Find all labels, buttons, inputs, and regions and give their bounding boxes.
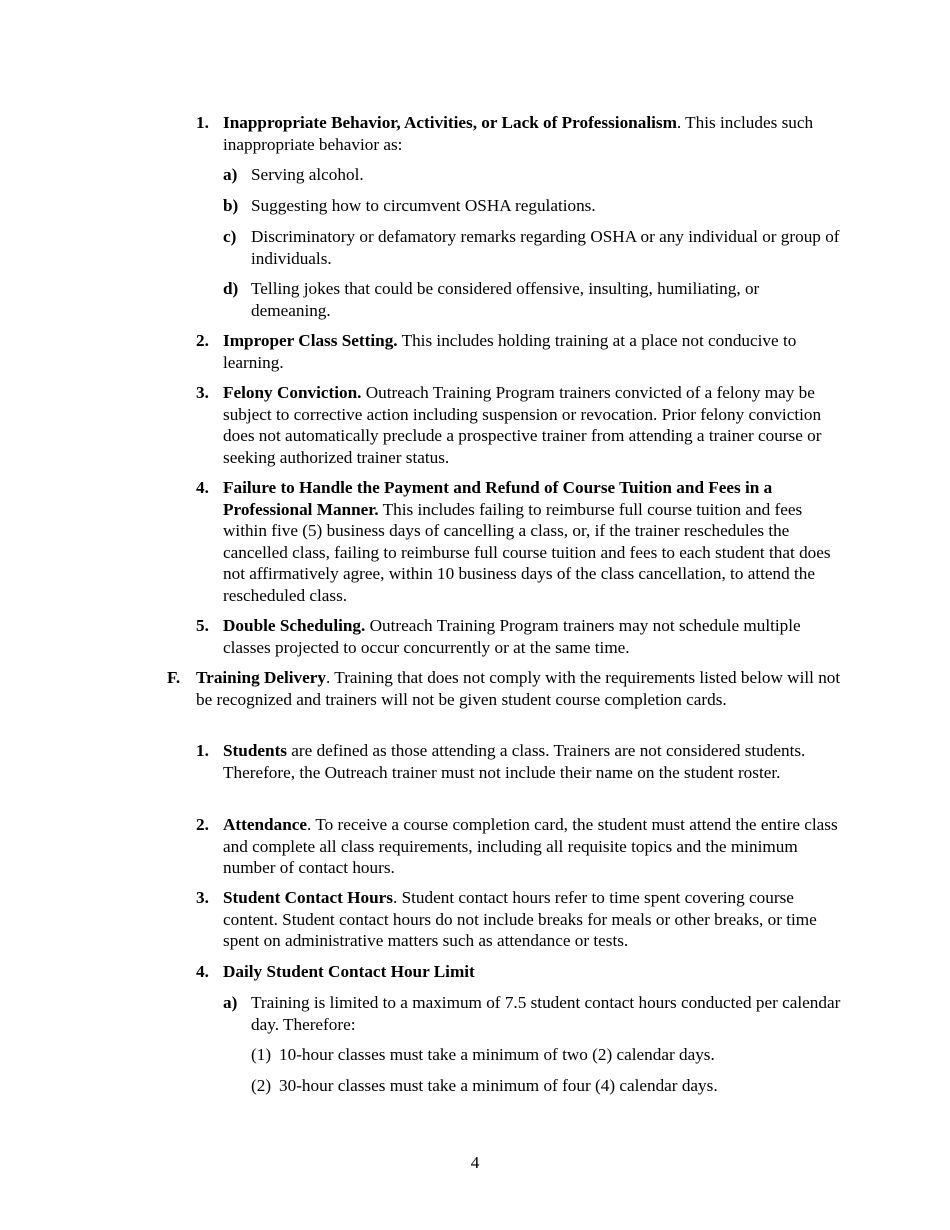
list-marker: 3.: [196, 383, 209, 402]
list-marker: a): [223, 993, 238, 1012]
item-text: Suggesting how to circumvent OSHA regulations.: [251, 196, 596, 215]
list-marker: 2.: [196, 331, 209, 350]
item-title: Failure to Handle the Payment and Refund of Course Tuition and Fees in a Professional Manner.: [223, 478, 773, 519]
item-title: Daily Student Contact Hour Limit: [223, 962, 475, 981]
item-text: . This includes such inappropriate behavior as:: [223, 113, 814, 154]
item-text: Telling jokes that could be considered offensive, insulting, humiliating, or demeaning.: [251, 279, 760, 320]
list-marker: (2): [251, 1076, 272, 1095]
section-title: Training Delivery: [196, 668, 327, 687]
list-marker: 1.: [196, 741, 209, 760]
item-title: Student Contact Hours: [223, 888, 393, 907]
page-number: 4: [470, 1153, 480, 1172]
item-text: Training is limited to a maximum of 7.5 student contact hours conducted per calendar day. Therefore:: [251, 993, 841, 1034]
item-text: . Training that does not comply with the requirements listed below will not be recognized and trainers will not be given student course completion cards.: [196, 668, 841, 709]
item-text: Serving alcohol.: [251, 165, 364, 184]
list-marker: 5.: [196, 616, 209, 635]
item-title: Improper Class Setting.: [223, 331, 398, 350]
list-marker: 4.: [196, 962, 209, 981]
item-text: This includes failing to reimburse full course tuition and fees within five (5) business days of cancelling a class, or, if the trainer reschedules the cancelled class, failing to reimburse full course tuition and fees to each student that does not affirmatively agree, within 10 business days of the class cancellation, to attend the rescheduled class.: [223, 499, 831, 605]
list-marker: d): [223, 279, 239, 298]
item-title: Double Scheduling.: [223, 616, 366, 635]
item-title: Attendance: [223, 815, 308, 834]
item-title: Felony Conviction.: [223, 383, 362, 402]
list-marker: 3.: [196, 888, 209, 907]
section-marker: F.: [167, 668, 181, 687]
list-marker: 4.: [196, 478, 209, 497]
item-text: Outreach Training Program trainers may not schedule multiple classes projected to occur concurrently or at the same time.: [223, 616, 801, 657]
list-marker: 1.: [196, 113, 209, 132]
item-text: 30-hour classes must take a minimum of four (4) calendar days.: [279, 1076, 718, 1095]
item-text: . To receive a course completion card, the student must attend the entire class and complete all class requirements, including all requisite topics and the minimum number of contact hours.: [223, 815, 838, 877]
list-marker: (1): [251, 1045, 272, 1064]
item-title: Students: [223, 741, 287, 760]
item-text: Outreach Training Program trainers convicted of a felony may be subject to corrective action including suspension or revocation. Prior felony conviction does not automatically preclude a prospective trainer from attending a trainer course or seeking authorized trainer status.: [223, 383, 822, 467]
item-text: Discriminatory or defamatory remarks regarding OSHA or any individual or group of individuals.: [251, 227, 840, 268]
list-marker: b): [223, 196, 239, 215]
list-marker: a): [223, 165, 238, 184]
item-text: . Student contact hours refer to time spent covering course content. Student contact hours do not include breaks for meals or other breaks, or time spent on administrative matters such as attendance or tests.: [223, 888, 817, 950]
item-text: 10-hour classes must take a minimum of two (2) calendar days.: [279, 1045, 715, 1064]
item-text: are defined as those attending a class. Trainers are not considered students. Therefore, the Outreach trainer must not include their name on the student roster.: [223, 741, 806, 782]
list-marker: c): [223, 227, 237, 246]
item-text: This includes holding training at a place not conducive to learning.: [223, 331, 797, 372]
item-title: Inappropriate Behavior, Activities, or Lack of Professionalism: [223, 113, 677, 132]
list-marker: 2.: [196, 815, 209, 834]
